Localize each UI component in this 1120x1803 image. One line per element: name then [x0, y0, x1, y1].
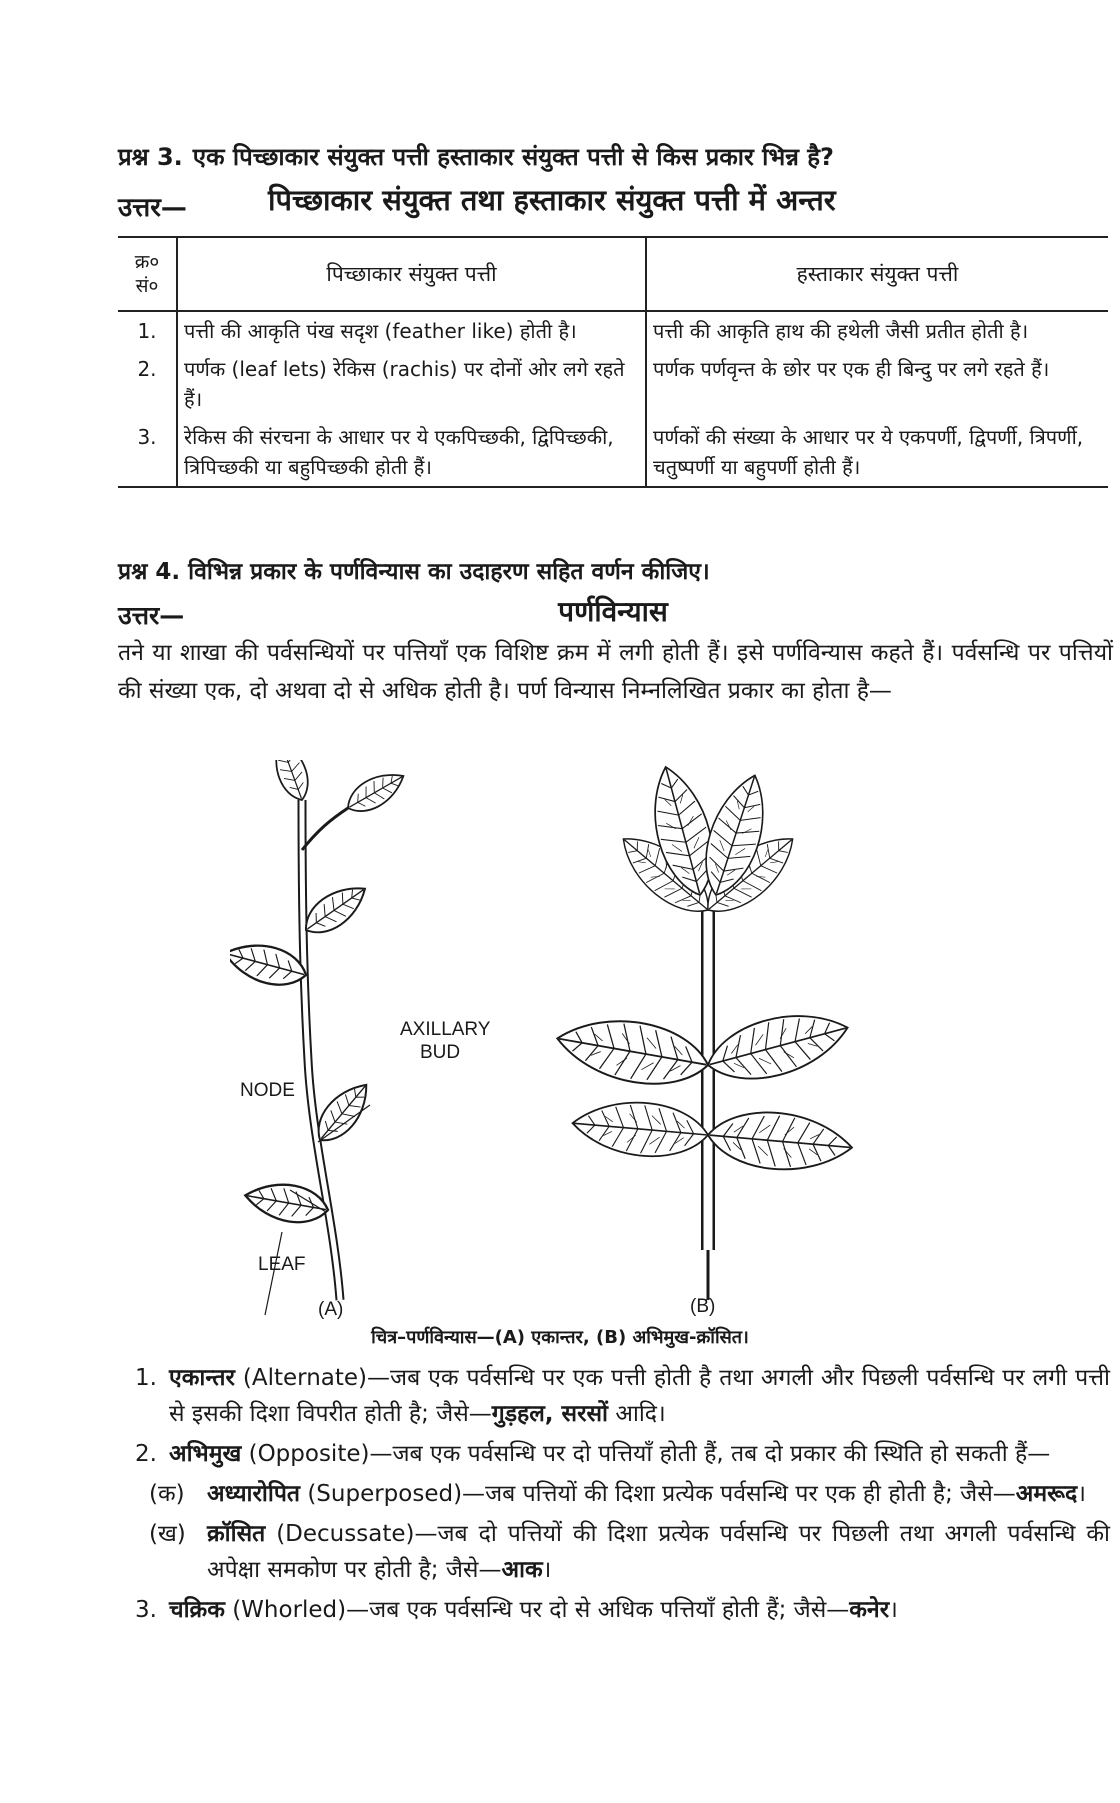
- item-number: (क): [149, 1481, 185, 1507]
- label-leaf: LEAF: [258, 1254, 306, 1275]
- item-example: गुड़हल, सरसों: [491, 1401, 609, 1427]
- question-4-text: विभिन्न प्रकार के पर्णविन्यास का उदाहरण सहित वर्णन कीजिए।: [188, 559, 710, 585]
- item-description: जब एक पर्वसन्धि पर एक पत्ती होती है तथा अगली और पिछली पर्वसन्धि पर लगी पत्ती से इसकी दिशा विपरीत होती है; जैसे—: [169, 1365, 1110, 1427]
- label-node: NODE: [240, 1080, 295, 1101]
- item-number: 2.: [135, 1441, 157, 1467]
- row-palmate-cell: पर्णक पर्णवृन्त के छोर पर एक ही बिन्दु पर लगे रहते हैं।: [653, 357, 1050, 381]
- phyllotaxy-types-list: [135, 1360, 1110, 1632]
- item-description: जब एक पर्वसन्धि पर दो से अधिक पत्तियाँ होती हैं; जैसे—: [369, 1597, 850, 1623]
- list-item: [135, 1516, 1110, 1588]
- header-pinnate: पिच्छाकार संयुक्त पत्ती: [177, 237, 646, 311]
- row-pinnate-cell: पत्ती की आकृति पंख सदृश (feather like) होती है।: [177, 311, 646, 350]
- header-palmate: हस्ताकार संयुक्त पत्ती: [796, 262, 959, 286]
- table-row: [118, 418, 1108, 487]
- item-english: (Superposed)—: [300, 1481, 486, 1507]
- table-row: [118, 311, 1108, 350]
- answer-3-label: उत्तर—: [118, 193, 187, 223]
- item-english: (Decussate)—: [265, 1521, 438, 1547]
- item-english: (Whorled)—: [224, 1597, 370, 1623]
- item-term: अध्यारोपित: [207, 1481, 301, 1507]
- row-palmate-cell: पर्णकों की संख्या के आधार पर ये एकपर्णी, द्विपर्णी, त्रिपर्णी, चतुष्पर्णी या बहुपर्णी होती हैं।: [653, 425, 1084, 479]
- item-term: क्रॉसित: [207, 1521, 266, 1547]
- list-item: [135, 1592, 1110, 1628]
- item-tail: आदि।: [608, 1401, 666, 1427]
- answer-3-heading: [118, 180, 1078, 224]
- label-figure-b: (B): [690, 1296, 716, 1317]
- item-description: जब एक पर्वसन्धि पर दो पत्तियाँ होती हैं, तब दो प्रकार की स्थिति हो सकती हैं—: [392, 1441, 1051, 1467]
- item-term: अभिमुख: [169, 1441, 242, 1467]
- answer-3-title: पिच्छाकार संयुक्त तथा हस्ताकार संयुक्त पत्ती में अन्तर: [268, 183, 836, 217]
- question-3-label: प्रश्न 3.: [118, 143, 183, 171]
- item-description: जब दो पत्तियों की दिशा प्रत्येक पर्वसन्धि पर पिछली तथा अगली पर्वसन्धि की अपेक्षा समकोण पर होती है; जैसे—: [207, 1521, 1110, 1583]
- figure-a-alternate: [230, 760, 491, 1315]
- phyllotaxy-figure: [230, 760, 930, 1320]
- figure-caption: चित्र–पर्णविन्यास—(A) एकान्तर, (B) अभिमुख-क्रॉसित।: [371, 1327, 749, 1348]
- item-number: 3.: [135, 1597, 157, 1623]
- label-figure-a: (A): [318, 1299, 344, 1320]
- answer-4-heading: [118, 592, 1108, 632]
- item-english: (Opposite)—: [241, 1441, 393, 1467]
- header-serial-no: क्र० सं०: [118, 237, 177, 311]
- item-number: 1.: [135, 1365, 157, 1391]
- list-item: [135, 1360, 1110, 1432]
- comparison-table: [118, 236, 1108, 488]
- table-header-row: [118, 237, 1108, 311]
- list-item: [135, 1436, 1110, 1472]
- question-3-text: एक पिच्छाकार संयुक्त पत्ती हस्ताकार संयुक्त पत्ती से किस प्रकार भिन्न है?: [192, 143, 834, 171]
- question-4-label: प्रश्न 4.: [118, 559, 181, 585]
- list-item: [135, 1476, 1110, 1512]
- item-description: जब पत्तियों की दिशा प्रत्येक पर्वसन्धि पर एक ही होती है; जैसे—: [485, 1481, 1016, 1507]
- answer-4-label: उत्तर—: [118, 601, 185, 630]
- item-example: कनेर: [849, 1597, 890, 1623]
- row-number: 3.: [118, 418, 177, 487]
- item-number: (ख): [149, 1521, 186, 1547]
- question-4: [118, 554, 710, 586]
- item-term: एकान्तर: [169, 1365, 235, 1391]
- row-pinnate-cell: रेकिस की संरचना के आधार पर ये एकपिच्छकी, द्विपिच्छकी, त्रिपिच्छकी या बहुपिच्छकी होती हैं।: [177, 418, 646, 487]
- item-tail: ।: [542, 1557, 552, 1583]
- label-axillary: AXILLARY: [400, 1019, 491, 1040]
- item-example: आक: [501, 1557, 543, 1583]
- table-row: [118, 350, 1108, 418]
- row-number: 2.: [118, 350, 177, 418]
- row-palmate-cell: पत्ती की आकृति हाथ की हथेली जैसी प्रतीत होती है।: [653, 319, 1029, 343]
- item-tail: ।: [889, 1597, 898, 1623]
- row-pinnate-cell: पर्णक (leaf lets) रेकिस (rachis) पर दोनों ओर लगे रहते हैं।: [177, 350, 646, 418]
- row-number: 1.: [118, 311, 177, 350]
- intro-paragraph: तने या शाखा की पर्वसन्धियों पर पत्तियाँ एक विशिष्ट क्रम में लगी होती हैं। इसे पर्णविन्यास कहते हैं। पर्वसन्धि पर पत्तियों की संख्या एक, दो अथवा दो से अधिक होती है। पर्ण विन्यास निम्नलिखित प्रकार का होता है—: [118, 640, 1113, 704]
- item-tail: ।: [1077, 1481, 1086, 1507]
- question-3: [118, 140, 834, 173]
- item-example: अमरूद: [1015, 1481, 1078, 1507]
- item-term: चक्रिक: [169, 1597, 225, 1623]
- answer-4-title: पर्णविन्यास: [558, 595, 668, 628]
- item-english: (Alternate)—: [234, 1365, 391, 1391]
- label-bud: BUD: [420, 1042, 461, 1063]
- figure-b-decussate: [552, 760, 855, 1300]
